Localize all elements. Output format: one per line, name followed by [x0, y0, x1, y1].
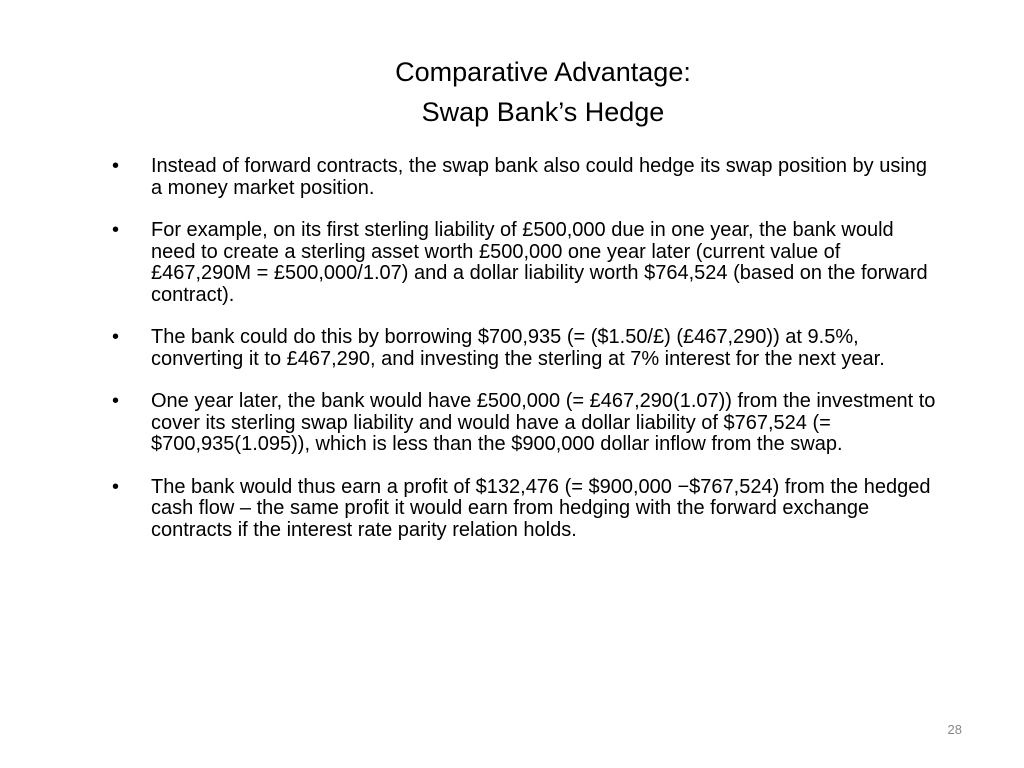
- bullet-icon: •: [112, 390, 120, 412]
- bullet-icon: •: [112, 219, 120, 241]
- bullet-text: For example, on its first sterling liability of £500,000 due in one year, the bank would need to create a sterling asset worth £500,000 one year later (current value of £467,290M = £500,000/1.07) and a dollar liability worth $764,524 (based on the forward contract).: [151, 219, 928, 306]
- bullet-item: [112, 391, 942, 456]
- bullet-text: The bank could do this by borrowing $700,935 (= ($1.50/£) (£467,290)) at 9.5%, converting it to £467,290, and investing the sterling at 7% interest for the next year.: [151, 326, 885, 370]
- bullet-icon: •: [112, 475, 120, 498]
- bullet-item: [112, 220, 942, 306]
- slide-title: [230, 52, 856, 132]
- bullet-icon: •: [112, 155, 120, 177]
- slide-title-line-2: Swap Bank’s Hedge: [421, 97, 665, 127]
- slide-title-line-1: Comparative Advantage:: [395, 57, 691, 87]
- bullet-item: [112, 327, 942, 370]
- page-number: 28: [947, 722, 962, 737]
- bullet-list: [112, 156, 942, 562]
- bullet-item: [112, 477, 942, 542]
- bullet-icon: •: [112, 326, 120, 348]
- bullet-text: The bank would thus earn a profit of $132,476 (= $900,000 −$767,524) from the hedged cash flow – the same profit it would earn from hedging with the forward exchange contracts if the interest rate parity relation holds.: [151, 475, 931, 541]
- bullet-text: One year later, the bank would have £500,000 (= £467,290(1.07)) from the investment to cover its sterling swap liability and would have a dollar liability of $767,524 (= $700,935(1.095)), which is less than the $900,000 dollar inflow from the swap.: [151, 390, 936, 455]
- bullet-item: [112, 156, 942, 199]
- bullet-text: Instead of forward contracts, the swap bank also could hedge its swap position by using a money market position.: [151, 155, 928, 199]
